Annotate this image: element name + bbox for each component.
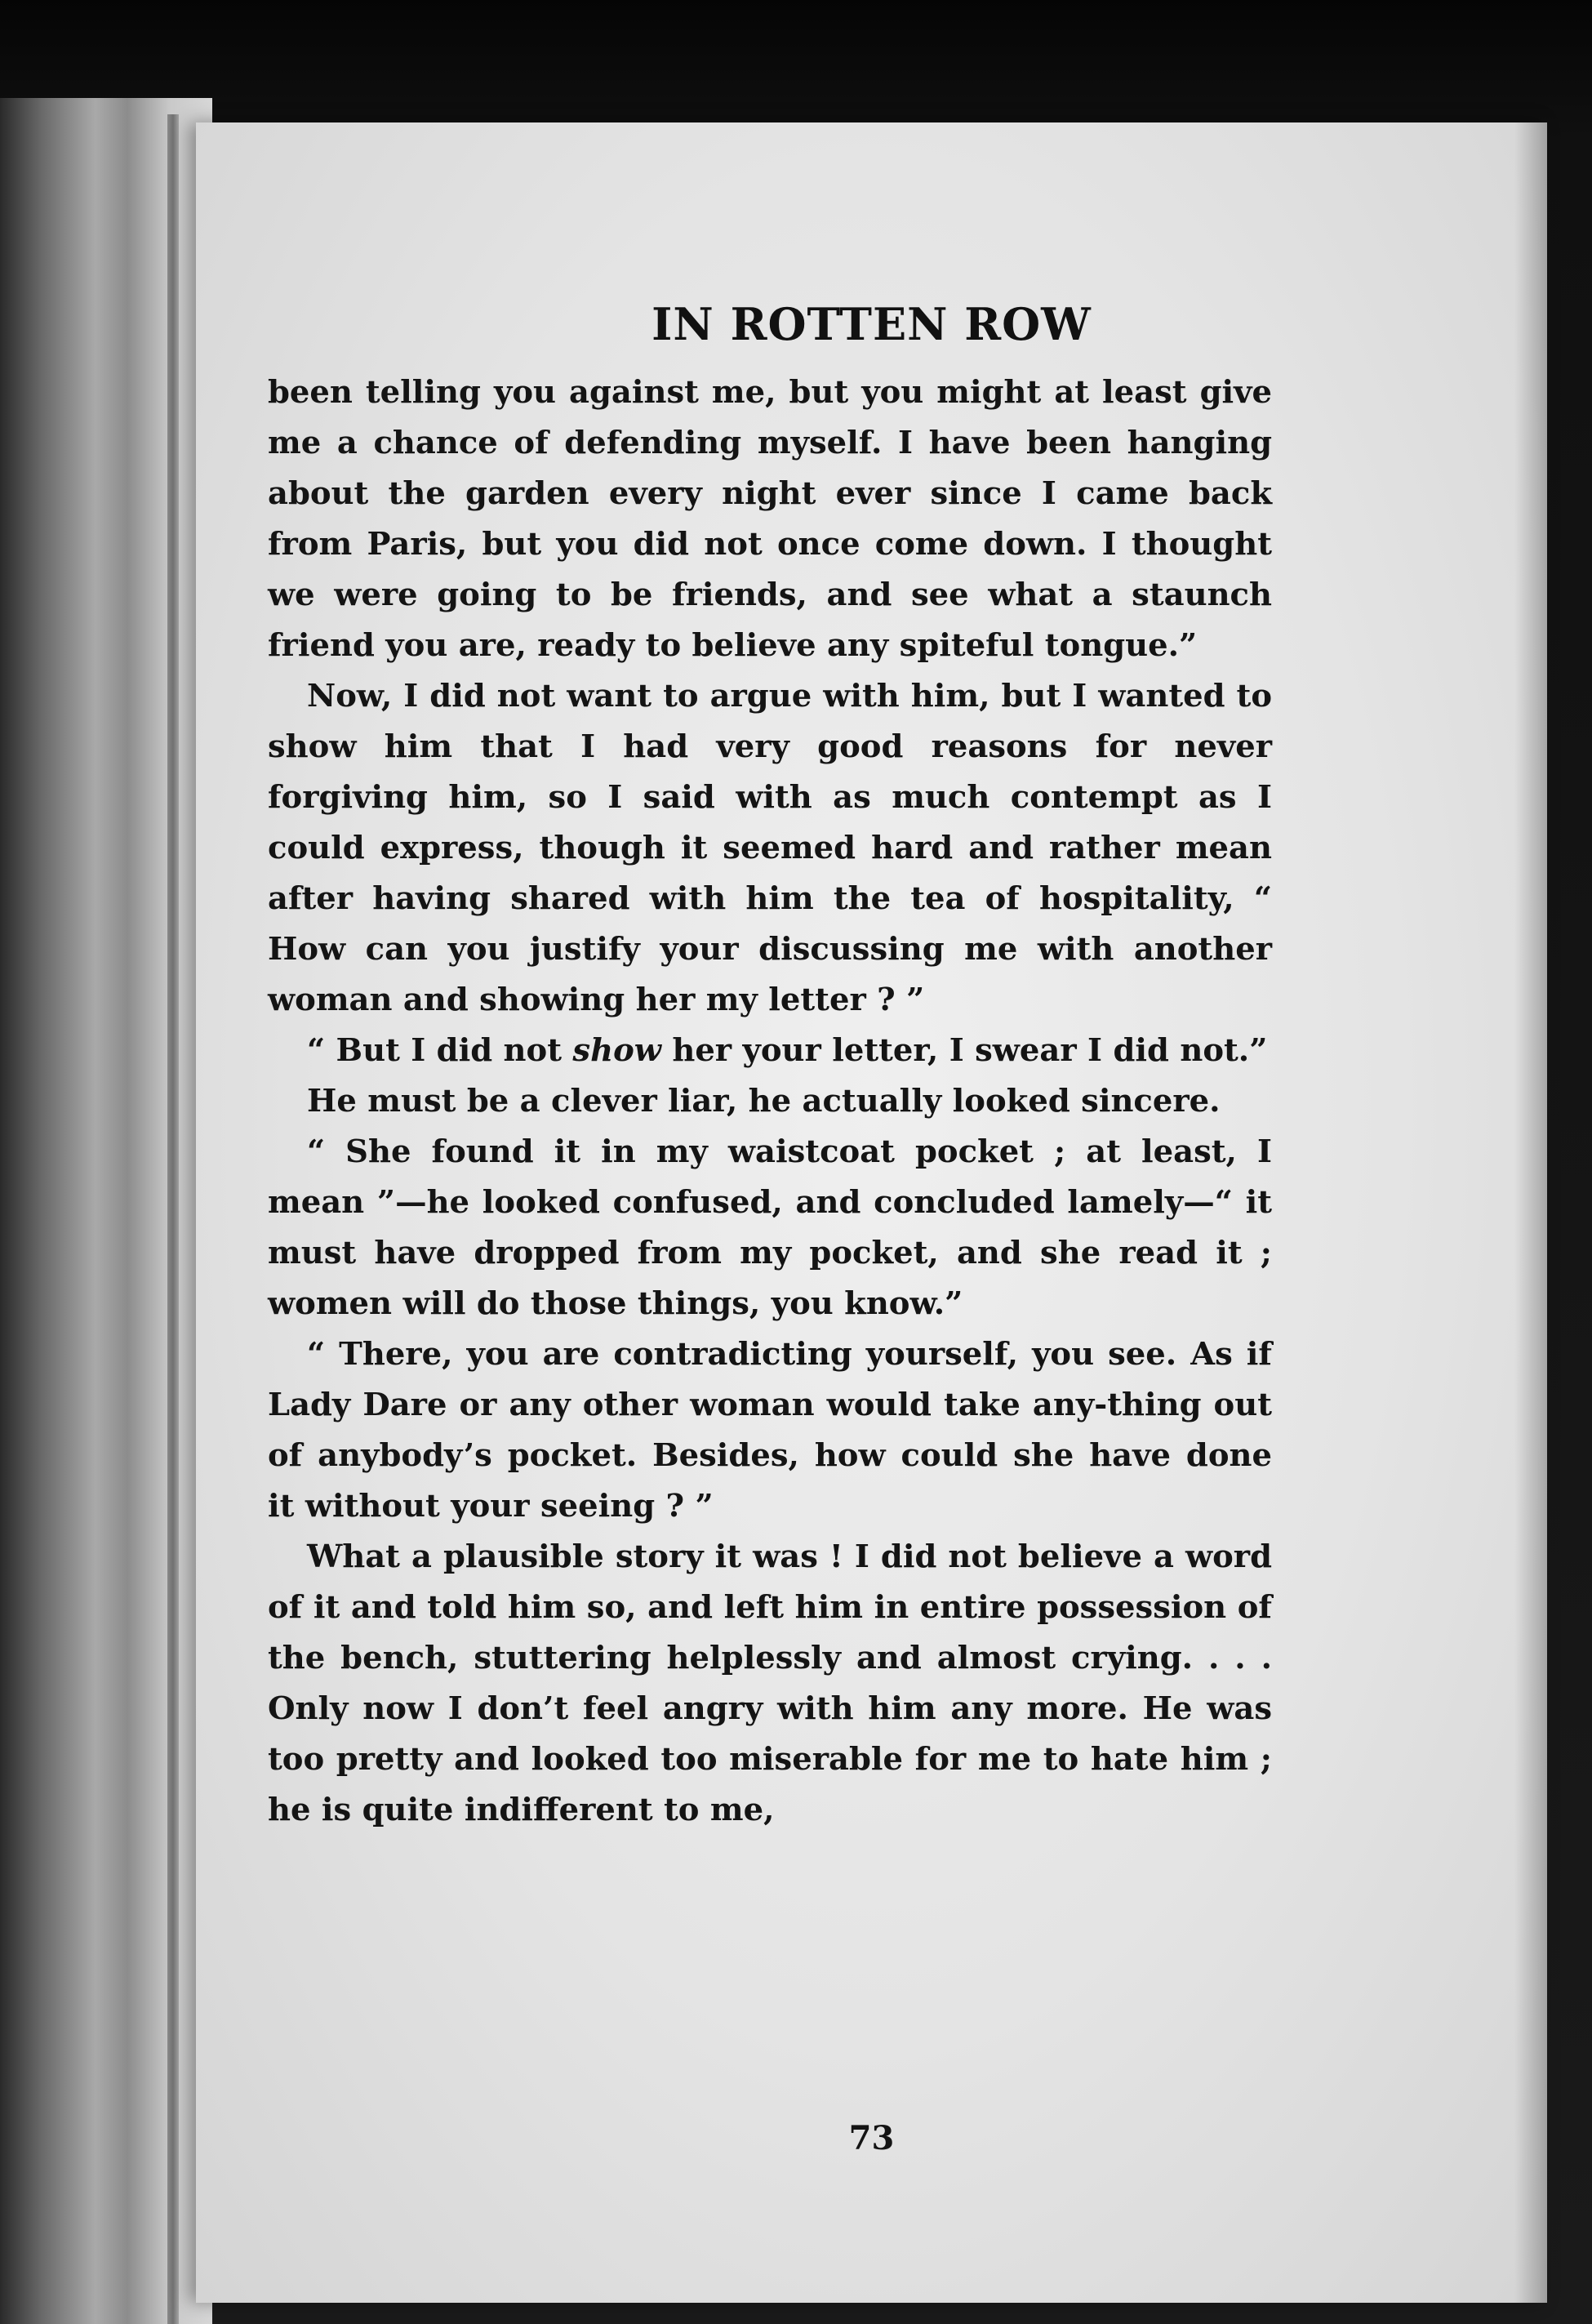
running-head: IN ROTTEN ROW: [651, 298, 1092, 350]
paragraph: “ She found it in my waistcoat pocket ; at least, I mean ”—he looked confused, and concluded lamely—“ it must have dropped from my pocket, and she read it ; women will do those things, you know.”: [268, 1133, 1272, 1322]
emphasized-word: show: [572, 1032, 661, 1069]
page-edge-shadow: [1514, 122, 1547, 2303]
book-spine-crease: [167, 114, 179, 2324]
paragraph-text: her your letter, I swear I did not.”: [660, 1032, 1268, 1069]
body-text: [268, 367, 1272, 1836]
paragraph: He must be a clever liar, he actually looked sincere.: [307, 1083, 1221, 1120]
page-sheet: [196, 122, 1547, 2303]
page-number: 73: [848, 2119, 895, 2157]
paragraph: been telling you against me, but you might at least give me a chance of defending myself. I have been hanging about the garden every night ever since I came back from Paris, but you did not once come down. I thought we were going to be friends, and see what a staunch friend you are, ready to believe any spiteful tongue.”: [268, 374, 1272, 664]
paragraph: What a plausible story it was ! I did not believe a word of it and told him so, and left him in entire possession of the bench, stuttering helplessly and almost crying. . . . Only now I don’t feel angry with him any more. He was too pretty and looked too miserable for me to hate him ; he is quite indifferent to me,: [268, 1538, 1272, 1828]
paragraph: “ There, you are contradicting yourself, you see. As if Lady Dare or any other woman would take any-thing out of anybody’s pocket. Besides, how could she have done it without your seeing ? ”: [268, 1336, 1272, 1525]
paragraph-text: “ But I did not: [307, 1032, 573, 1069]
paragraph: Now, I did not want to argue with him, but I wanted to show him that I had very good reasons for never forgiving him, so I said with as much contempt as I could express, though it seemed hard and rather mean after having shared with him the tea of hospitality, “ How can you justify your discussing me with another woman and showing her my letter ? ”: [268, 678, 1272, 1018]
paragraph: [268, 1026, 1272, 1076]
book-gutter-shadow: [0, 98, 212, 2324]
